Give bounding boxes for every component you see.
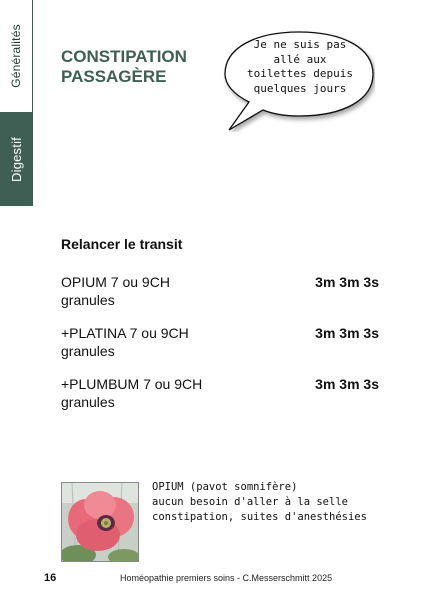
speech-bubble-text — [238, 38, 362, 96]
page-number: 16 — [44, 572, 57, 584]
bubble-line-4: quelques jours — [253, 81, 347, 95]
remedy-item — [61, 375, 379, 411]
remedy-dose: 3m 3m 3s — [315, 325, 379, 341]
bubble-line-1: Je ne suis pas — [253, 38, 347, 51]
tab-generalites-label: Généralités — [9, 24, 24, 88]
remedy-name: OPIUM 7 ou 9CH — [61, 274, 170, 290]
page-title-line1: CONSTIPATION — [61, 47, 187, 66]
tab-generalites[interactable] — [0, 0, 33, 112]
remedy-form: granules — [61, 394, 115, 410]
caption-line-3: constipation, suites d'anesthésies — [152, 511, 367, 523]
page-title — [61, 47, 187, 87]
remedy-dose: 3m 3m 3s — [315, 274, 379, 290]
bubble-line-3: toilettes depuis — [247, 67, 353, 80]
caption-line-2: aucun besoin d'aller à la selle — [152, 496, 348, 508]
section-heading: Relancer le transit — [61, 236, 183, 252]
remedy-form: granules — [61, 292, 115, 308]
bubble-line-2: allé aux — [273, 52, 327, 66]
poppy-flower-image — [62, 483, 138, 561]
photo-caption — [152, 480, 367, 525]
caption-line-1: OPIUM (pavot somnifère) — [152, 481, 298, 493]
remedy-item — [61, 273, 379, 309]
page-title-line2: PASSAGÈRE — [61, 67, 167, 86]
remedy-item — [61, 324, 379, 360]
remedy-form: granules — [61, 343, 115, 359]
tab-digestif-label: Digestif — [9, 136, 25, 182]
remedy-name: +PLUMBUM 7 ou 9CH — [61, 376, 203, 392]
footer-text: Homéopathie premiers soins - C.Messerschmitt 2025 — [120, 573, 333, 583]
tab-digestif[interactable] — [0, 112, 33, 206]
remedy-dose: 3m 3m 3s — [315, 376, 379, 392]
poppy-photo — [61, 482, 139, 562]
remedy-name: +PLATINA 7 ou 9CH — [61, 325, 189, 341]
